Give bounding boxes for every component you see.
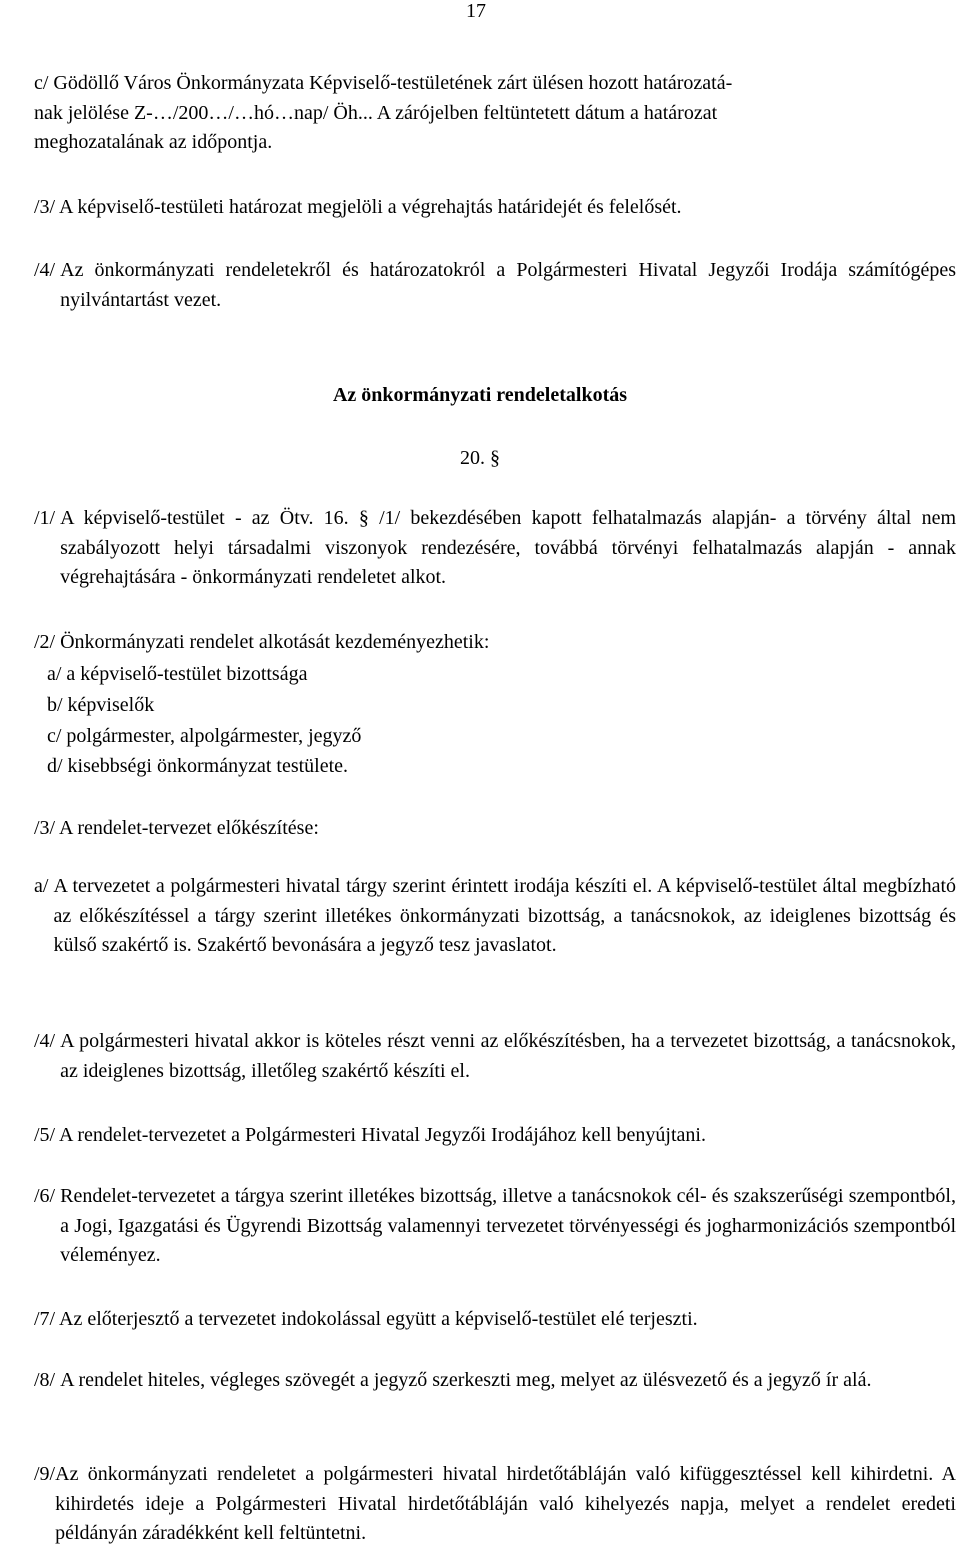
paragraph-4-text: Az önkormányzati rendeletekről és határozatokról a Polgármesteri Hivatal Jegyzői Irodája számítógépes nyilvántartást vezet. <box>60 259 956 311</box>
section-number: 20. § <box>460 447 500 469</box>
paragraph-3: /3/ A képviselő-testületi határozat megjelöli a végrehajtás határidejét és felelősét. <box>34 196 682 218</box>
paragraph-label: /1/ <box>34 507 61 529</box>
section-20-paragraph-2-intro: /2/ Önkormányzati rendelet alkotását kezdeményezhetik: <box>34 631 490 653</box>
section-heading: Az önkormányzati rendeletalkotás <box>332 384 628 406</box>
paragraph-4-label: /4/ <box>34 259 61 281</box>
paragraph-4 <box>34 256 956 315</box>
section-20-paragraph-7: /7/ Az előterjesztő a tervezetet indokolással együtt a képviselő-testület elé terjeszti. <box>34 1308 698 1330</box>
item-text: A tervezetet a polgármesteri hivatal tárgy szerint érintett irodája készíti el. A képviselő-testület által megbízható az előkészítéssel a tárgy szerint illetékes önkormányzati bizottság, a tanácsnokok, az ideiglenes bizottság és külső szakértő is. Szakértő bevonására a jegyző tesz javaslatot. <box>53 875 956 957</box>
paragraph-label: /4/ <box>34 1030 61 1052</box>
paragraph-label: /8/ <box>34 1369 61 1391</box>
paragraph-c-line: c/ Gödöllő Város Önkormányzata Képviselő-testületének zárt ülésen hozott határozatá- <box>34 72 733 94</box>
paragraph-c-line: nak jelölése Z-…/200…/…hó…nap/ Öh... A zárójelben feltüntetett dátum a határozat <box>34 101 718 124</box>
list-item: a/ a képviselő-testület bizottsága <box>47 663 308 685</box>
section-20-paragraph-8 <box>34 1366 956 1396</box>
paragraph-label: /9/ <box>34 1463 56 1485</box>
section-20-paragraph-3-intro: /3/ A rendelet-tervezet előkészítése: <box>34 817 319 839</box>
section-20-paragraph-9 <box>34 1460 956 1549</box>
paragraph-c-line: meghozatalának az időpontja. <box>34 131 273 154</box>
section-20-paragraph-5: /5/ A rendelet-tervezetet a Polgármesteri Hivatal Jegyzői Irodájához kell benyújtani. <box>34 1124 706 1146</box>
item-label: a/ <box>34 875 54 897</box>
section-20-paragraph-3-item-a <box>34 872 956 961</box>
section-20-paragraph-4 <box>34 1027 956 1086</box>
paragraph-text: A rendelet hiteles, végleges szövegét a jegyző szerkeszti meg, melyet az ülésvezető és a jegyző ír alá. <box>60 1369 872 1391</box>
paragraph-text: A polgármesteri hivatal akkor is köteles részt venni az előkészítésben, ha a tervezetet bizottság, a tanácsnokok, az ideiglenes bizottság, illetőleg szakértő készíti el. <box>60 1030 956 1082</box>
list-item: c/ polgármester, alpolgármester, jegyző <box>47 724 362 747</box>
page-number: 17 <box>466 0 486 22</box>
paragraph-text: Rendelet-tervezetet a tárgya szerint illetékes bizottság, illetve a tanácsnokok cél- és szakszerűségi szempontból, a Jogi, Igazgatási és Ügyrendi Bizottság valamennyi tervezetet törvényességi és jogharmonizációs szempontból véleményez. <box>60 1185 956 1267</box>
paragraph-label: /6/ <box>34 1185 61 1207</box>
section-20-paragraph-6 <box>34 1182 956 1271</box>
section-20-paragraph-1 <box>34 504 956 593</box>
paragraph-c <box>34 69 956 158</box>
paragraph-text: Az önkormányzati rendeletet a polgármesteri hivatal hirdetőtábláján való kifüggesztéssel kell kihirdetni. A kihirdetés ideje a Polgármesteri Hivatal hirdetőtábláján való kihelyezés napja, melyet a rendelet eredeti példányán záradékként kell feltüntetni. <box>55 1463 956 1545</box>
paragraph-text: A képviselő-testület - az Ötv. 16. § /1/ bekezdésében kapott felhatalmazás alapján- a törvény által nem szabályozott helyi társadalmi viszonyok rendezésére, továbbá törvényi felhatalmazás alapján - annak végrehajtására - önkormányzati rendeletet alkot. <box>60 507 956 589</box>
list-item: b/ képviselők <box>47 693 155 716</box>
list-item: d/ kisebbségi önkormányzat testülete. <box>47 755 349 778</box>
initiator-list <box>47 659 361 782</box>
